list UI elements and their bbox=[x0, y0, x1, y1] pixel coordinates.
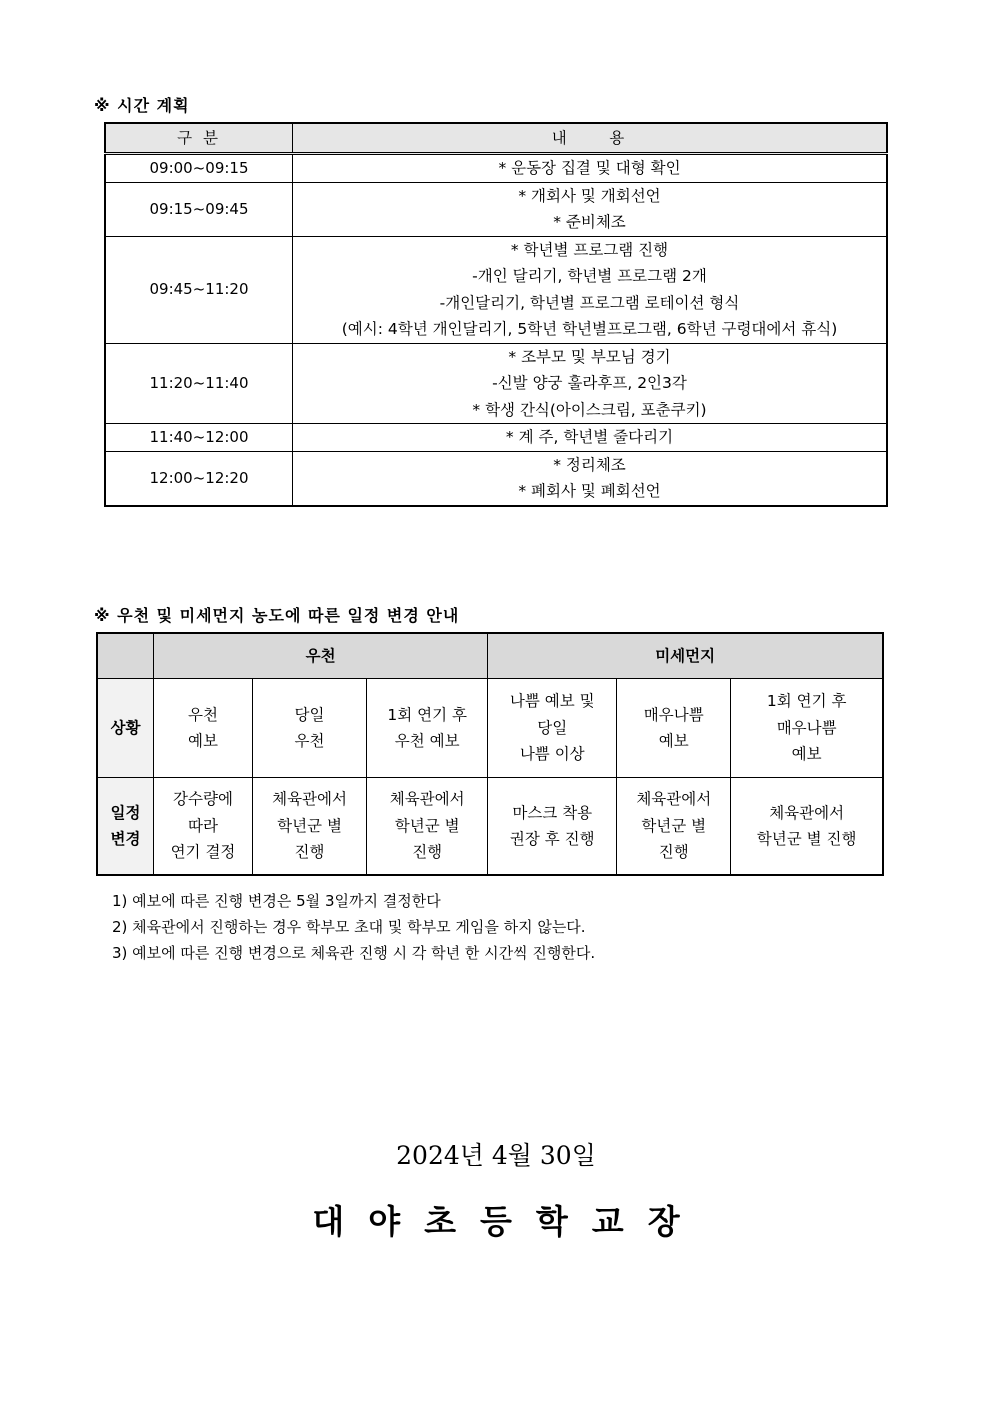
situation-cell: 당일 우천 bbox=[252, 679, 366, 778]
document-date: 2024년 4월 30일 bbox=[396, 1141, 596, 1170]
group-rain: 우천 bbox=[154, 633, 488, 679]
content-line: * 계 주, 학년별 줄다리기 bbox=[505, 428, 674, 446]
corner-cell bbox=[97, 633, 154, 679]
group-fine-dust: 미세먼지 bbox=[488, 633, 883, 679]
change-cell: 체육관에서 학년군 별 진행 bbox=[252, 778, 366, 876]
schedule-time: 09:45~11:20 bbox=[105, 236, 293, 343]
schedule-row bbox=[105, 451, 887, 506]
schedule-content bbox=[293, 451, 888, 506]
weather-table bbox=[96, 632, 884, 876]
change-cell: 체육관에서 학년군 별 진행 bbox=[367, 778, 488, 876]
schedule-time: 11:40~12:00 bbox=[105, 424, 293, 452]
schedule-content bbox=[293, 182, 888, 236]
note-item: 2) 체육관에서 진행하는 경우 학부모 초대 및 학부모 게임을 하지 않는다. bbox=[112, 918, 586, 936]
notes bbox=[112, 888, 595, 966]
schedule-row bbox=[105, 182, 887, 236]
row-label-situation: 상황 bbox=[97, 679, 154, 778]
schedule-row bbox=[105, 154, 887, 183]
content-line: * 준비체조 bbox=[553, 213, 626, 231]
content-line: (예시: 4학년 개인달리기, 5학년 학년별프로그램, 6학년 구령대에서 휴식) bbox=[341, 320, 838, 338]
weather-title: ※ 우천 및 미세먼지 농도에 따른 일정 변경 안내 bbox=[94, 606, 460, 625]
content-line: -신발 양궁 훌라후프, 2인3각 bbox=[492, 374, 687, 392]
content-line: * 운동장 집결 및 대형 확인 bbox=[498, 159, 681, 177]
schedule-content bbox=[293, 236, 888, 343]
weather-group-row bbox=[97, 633, 883, 679]
situation-cell: 1회 연기 후 매우나쁨 예보 bbox=[731, 679, 883, 778]
header-category: 구 분 bbox=[105, 123, 293, 154]
content-line: * 학생 간식(아이스크림, 포춘쿠키) bbox=[472, 400, 707, 419]
note-item: 3) 예보에 따른 진행 변경으로 체육관 진행 시 각 학년 한 시간씩 진행한다. bbox=[112, 944, 596, 962]
situation-cell: 매우나쁨 예보 bbox=[617, 679, 731, 778]
schedule-time: 09:00~09:15 bbox=[105, 154, 293, 183]
schedule-table bbox=[104, 122, 888, 507]
schedule-row bbox=[105, 236, 887, 343]
change-cell: 강수량에 따라 연기 결정 bbox=[154, 778, 253, 876]
schedule-title: ※ 시간 계획 bbox=[94, 96, 190, 115]
schedule-row bbox=[105, 424, 887, 452]
change-cell: 마스크 착용 권장 후 진행 bbox=[488, 778, 617, 876]
schedule-time: 09:15~09:45 bbox=[105, 182, 293, 236]
note-item: 1) 예보에 따른 진행 변경은 5월 3일까지 결정한다 bbox=[112, 892, 441, 910]
situation-cell: 우천 예보 bbox=[154, 679, 253, 778]
content-line: * 개회사 및 개회선언 bbox=[518, 186, 661, 205]
schedule-time: 11:20~11:40 bbox=[105, 343, 293, 424]
schedule-row bbox=[105, 343, 887, 424]
schedule-time: 12:00~12:20 bbox=[105, 451, 293, 506]
situation-row bbox=[97, 679, 883, 778]
schedule-header-row bbox=[105, 123, 887, 154]
header-content: 내 용 bbox=[293, 123, 888, 154]
row-label-change: 일정 변경 bbox=[97, 778, 154, 876]
content-line: -개인 달리기, 학년별 프로그램 2개 bbox=[472, 267, 707, 285]
schedule-content bbox=[293, 154, 888, 183]
change-cell: 체육관에서 학년군 별 진행 bbox=[617, 778, 731, 876]
schedule-content bbox=[293, 424, 888, 452]
content-line: * 조부모 및 부모님 경기 bbox=[508, 347, 671, 366]
content-line: -개인달리기, 학년별 프로그램 로테이션 형식 bbox=[439, 293, 740, 312]
situation-cell: 나쁨 예보 및 당일 나쁨 이상 bbox=[488, 679, 617, 778]
content-line: * 정리체조 bbox=[553, 455, 626, 474]
content-line: * 폐회사 및 폐회선언 bbox=[518, 482, 661, 500]
change-row bbox=[97, 778, 883, 876]
situation-cell: 1회 연기 후 우천 예보 bbox=[367, 679, 488, 778]
content-line: * 학년별 프로그램 진행 bbox=[510, 240, 669, 259]
change-cell: 체육관에서 학년군 별 진행 bbox=[731, 778, 883, 876]
schedule-content bbox=[293, 343, 888, 424]
signature-school-principal: 대야초등학교장 bbox=[312, 1202, 704, 1241]
